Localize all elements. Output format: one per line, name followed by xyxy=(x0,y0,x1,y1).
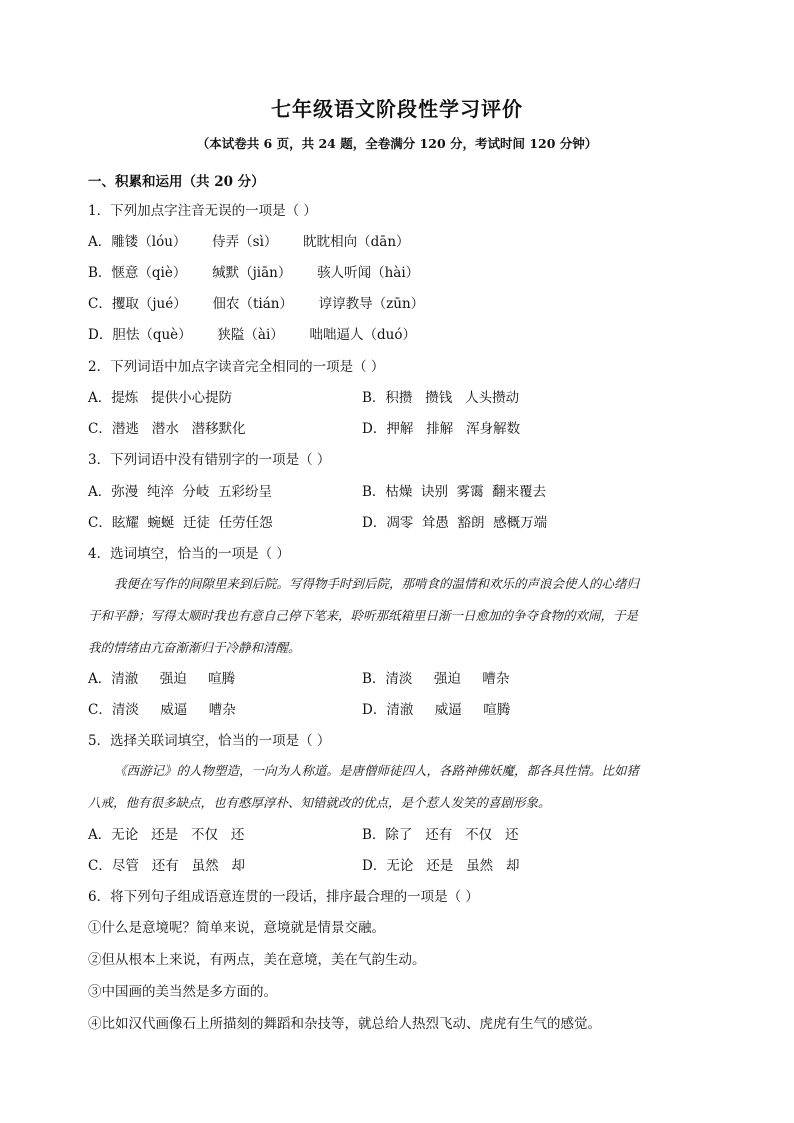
question-3-option-d: D．凋零 耸愚 豁朗 感概万端 xyxy=(362,515,548,531)
question-3-option-b: B．枯燥 诀别 雾霭 翻来覆去 xyxy=(362,484,547,500)
question-2-option-c: C．潜逃 潜水 潜移默化 xyxy=(88,421,246,437)
question-6-sentence-1: ①什么是意境呢？简单来说，意境就是情景交融。 xyxy=(88,920,385,936)
question-4-stem: 4．选词填空，恰当的一项是（ ） xyxy=(88,546,290,562)
question-4-option-c: C．清淡 威逼 嘈杂 xyxy=(88,702,236,718)
section-heading: 一、积累和运用（共 20 分） xyxy=(88,174,265,190)
question-5-option-a: A．无论 还是 不仅 还 xyxy=(88,827,245,843)
question-6-sentence-4: ④比如汉代画像石上所描刻的舞蹈和杂技等，就总给人热烈飞动、虎虎有生气的感觉。 xyxy=(88,1016,601,1032)
question-4-option-d: D．清澈 威逼 喧腾 xyxy=(362,702,511,718)
question-3-option-a: A．弥漫 纯淬 分岐 五彩纷呈 xyxy=(88,484,272,500)
question-4-passage-line: 我便在写作的间隙里来到后院。写得物手时到后院，那啃食的温情和欢乐的声浪会使人的心绪归 xyxy=(114,576,640,591)
page-subtitle: （本试卷共 6 页，共 24 题，全卷满分 120 分，考试时间 120 分钟） xyxy=(196,136,598,151)
question-5-option-c: C．尽管 还有 虽然 却 xyxy=(88,858,245,874)
question-6-sentence-2: ②但从根本上来说，有两点，美在意境，美在气韵生动。 xyxy=(88,952,426,968)
question-1-option-d: D．胆怯（què） 狭隘（ài） 咄咄逼人（duó） xyxy=(88,327,416,343)
question-6-sentence-3: ③中国画的美当然是多方面的。 xyxy=(88,984,277,1000)
question-4-passage-line: 于和平静；写得太顺时我也有意自己停下笔来，聆听那纸箱里日渐一日愈加的争夺食物的欢闹，于是 xyxy=(88,608,639,623)
question-1-stem: 1．下列加点字注音无误的一项是（ ） xyxy=(88,203,317,219)
question-6-stem: 6．将下列句子组成语意连贯的一段话，排序最合理的一项是（ ） xyxy=(88,889,479,905)
question-4-option-a: A．清澈 强迫 喧腾 xyxy=(88,671,236,687)
question-2-option-a: A．提炼 提供小心提防 xyxy=(88,390,233,406)
question-2-stem: 2．下列词语中加点字读音完全相同的一项是（ ） xyxy=(88,359,385,375)
question-1-option-b: B．惬意（qiè） 缄默（jiān） 骇人听闻（hài） xyxy=(88,265,420,281)
question-1-option-a: A．雕镂（lóu） 侍弄（sì） 眈眈相向（dān） xyxy=(88,234,410,250)
question-1-option-c: C．攫取（jué） 佃农（tián） 谆谆教导（zūn） xyxy=(88,296,425,312)
question-4-option-b: B．清淡 强迫 嘈杂 xyxy=(362,671,510,687)
question-5-passage-line: 八戒，他有很多缺点，也有憨厚淳朴、知错就改的优点，是个惹人发笑的喜剧形象。 xyxy=(88,795,551,810)
question-5-stem: 5．选择关联词填空，恰当的一项是（ ） xyxy=(88,733,331,749)
question-3-stem: 3．下列词语中没有错别字的一项是（ ） xyxy=(88,452,331,468)
question-5-option-b: B．除了 还有 不仅 还 xyxy=(362,827,519,843)
question-5-option-d: D．无论 还是 虽然 却 xyxy=(362,858,520,874)
question-2-option-b: B．积攒 攒钱 人头攒动 xyxy=(362,390,520,406)
question-4-passage-line: 我的情绪由亢奋渐渐归于冷静和清醒。 xyxy=(88,640,301,655)
question-5-passage-line: 《西游记》的人物塑造，一向为人称道。是唐僧师徒四人，各路神佛妖魔，都各具性情。比如猪 xyxy=(114,763,640,778)
question-2-option-d: D．押解 排解 浑身解数 xyxy=(362,421,521,437)
page-title: 七年级语文阶段性学习评价 xyxy=(271,97,523,121)
question-3-option-c: C．眩耀 蜿蜒 迁徒 任劳任怨 xyxy=(88,515,273,531)
